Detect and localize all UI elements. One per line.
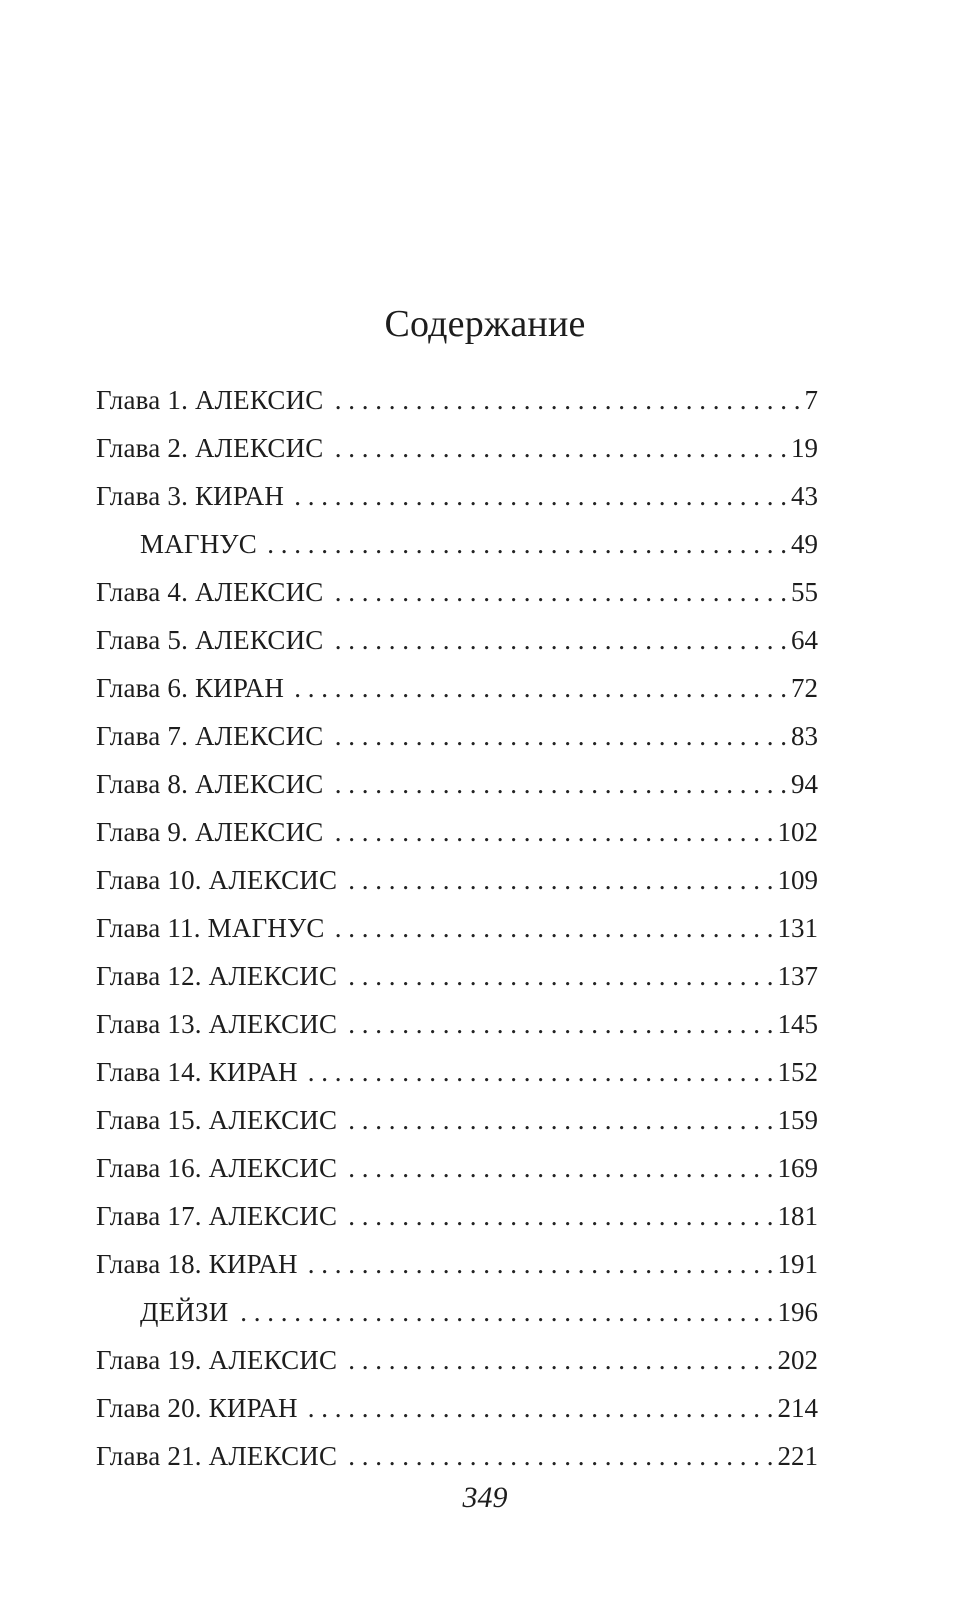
toc-entry: [96, 1340, 818, 1388]
toc-entry-label: Глава 1. АЛЕКСИС: [96, 385, 324, 415]
toc-entry: [96, 1052, 818, 1100]
toc-entry-label: Глава 16. АЛЕКСИС: [96, 1153, 338, 1183]
toc-leader-dots: [330, 428, 787, 468]
toc-entry-label: Глава 15. АЛЕКСИС: [96, 1105, 338, 1135]
toc-entry-label: Глава 11. МАГНУС: [96, 913, 325, 943]
toc-leader-dots: [343, 1196, 773, 1236]
toc-entry: [96, 1004, 818, 1052]
toc-entry-page: 64: [791, 625, 818, 655]
toc-entry-page: 19: [791, 433, 818, 463]
toc-entry-label: Глава 14. КИРАН: [96, 1057, 298, 1087]
toc-entry-label: Глава 3. КИРАН: [96, 481, 285, 511]
toc-entry-page: 214: [777, 1393, 818, 1423]
toc-entry-label: Глава 12. АЛЕКСИС: [96, 961, 338, 991]
toc-leader-dots: [304, 1052, 774, 1092]
toc-entry: [96, 1292, 818, 1340]
toc-entry: [96, 476, 818, 524]
toc-entry: [96, 956, 818, 1004]
toc-entry-page: 109: [777, 865, 818, 895]
toc-entry-page: 131: [777, 913, 818, 943]
toc-entry-page: 159: [777, 1105, 818, 1135]
toc-entry-label: Глава 18. КИРАН: [96, 1249, 298, 1279]
toc-entry-page: 221: [777, 1441, 818, 1471]
toc-entry: [96, 524, 818, 572]
toc-entry: [96, 668, 818, 716]
toc-entry: [96, 380, 818, 428]
toc-entry: [96, 860, 818, 908]
toc-entry: [96, 908, 818, 956]
toc-leader-dots: [343, 1004, 773, 1044]
toc-entry: [96, 1388, 818, 1436]
toc-leader-dots: [343, 956, 773, 996]
toc-entry-page: 152: [777, 1057, 818, 1087]
toc-leader-dots: [330, 812, 774, 852]
toc-entry: [96, 764, 818, 812]
toc-leader-dots: [304, 1388, 774, 1428]
toc-leader-dots: [343, 1100, 773, 1140]
toc-entry-page: 55: [791, 577, 818, 607]
toc-entry-label: Глава 5. АЛЕКСИС: [96, 625, 324, 655]
toc-leader-dots: [330, 716, 787, 756]
toc-entry-page: 169: [777, 1153, 818, 1183]
toc-entry-page: 7: [804, 385, 818, 415]
toc-entry-label: Глава 4. АЛЕКСИС: [96, 577, 324, 607]
toc-entry-page: 83: [791, 721, 818, 751]
toc-leader-dots: [304, 1244, 774, 1284]
toc-entry-label: Глава 6. КИРАН: [96, 673, 285, 703]
toc-leader-dots: [330, 620, 787, 660]
toc-entry-page: 181: [777, 1201, 818, 1231]
toc-entry: [96, 1196, 818, 1244]
toc-leader-dots: [330, 764, 787, 804]
table-of-contents: [96, 380, 818, 1484]
toc-leader-dots: [343, 1340, 773, 1380]
toc-entry-label: Глава 7. АЛЕКСИС: [96, 721, 324, 751]
toc-leader-dots: [234, 1292, 773, 1332]
toc-leader-dots: [343, 1436, 773, 1476]
toc-entry-page: 72: [791, 673, 818, 703]
toc-leader-dots: [330, 572, 787, 612]
toc-entry-label: Глава 20. КИРАН: [96, 1393, 298, 1423]
toc-entry: [96, 572, 818, 620]
toc-entry-page: 49: [791, 529, 818, 559]
toc-entry: [96, 1100, 818, 1148]
toc-entry-label: Глава 9. АЛЕКСИС: [96, 817, 324, 847]
toc-leader-dots: [330, 380, 801, 420]
toc-entry: [96, 812, 818, 860]
toc-entry: [96, 428, 818, 476]
toc-leader-dots: [343, 1148, 773, 1188]
toc-entry-page: 43: [791, 481, 818, 511]
toc-entry-label: МАГНУС: [140, 529, 257, 559]
toc-entry: [96, 1148, 818, 1196]
toc-entry-page: 202: [777, 1345, 818, 1375]
toc-entry-page: 137: [777, 961, 818, 991]
toc-entry: [96, 1244, 818, 1292]
toc-entry-page: 196: [777, 1297, 818, 1327]
toc-leader-dots: [263, 524, 787, 564]
toc-entry: [96, 620, 818, 668]
toc-entry: [96, 716, 818, 764]
toc-entry-label: Глава 19. АЛЕКСИС: [96, 1345, 338, 1375]
toc-entry-label: Глава 21. АЛЕКСИС: [96, 1441, 338, 1471]
toc-entry: [96, 1436, 818, 1484]
page-title: Содержание: [384, 303, 586, 345]
toc-entry-label: ДЕЙЗИ: [140, 1297, 229, 1327]
toc-entry-page: 191: [777, 1249, 818, 1279]
toc-leader-dots: [343, 860, 773, 900]
toc-entry-label: Глава 17. АЛЕКСИС: [96, 1201, 338, 1231]
toc-entry-label: Глава 8. АЛЕКСИС: [96, 769, 324, 799]
toc-entry-page: 145: [777, 1009, 818, 1039]
toc-entry-page: 102: [777, 817, 818, 847]
toc-leader-dots: [290, 668, 787, 708]
toc-entry-label: Глава 10. АЛЕКСИС: [96, 865, 338, 895]
toc-entry-label: Глава 13. АЛЕКСИС: [96, 1009, 338, 1039]
toc-leader-dots: [331, 908, 774, 948]
toc-leader-dots: [290, 476, 787, 516]
toc-entry-page: 94: [791, 769, 818, 799]
page-number: 349: [462, 1481, 508, 1514]
toc-entry-label: Глава 2. АЛЕКСИС: [96, 433, 324, 463]
